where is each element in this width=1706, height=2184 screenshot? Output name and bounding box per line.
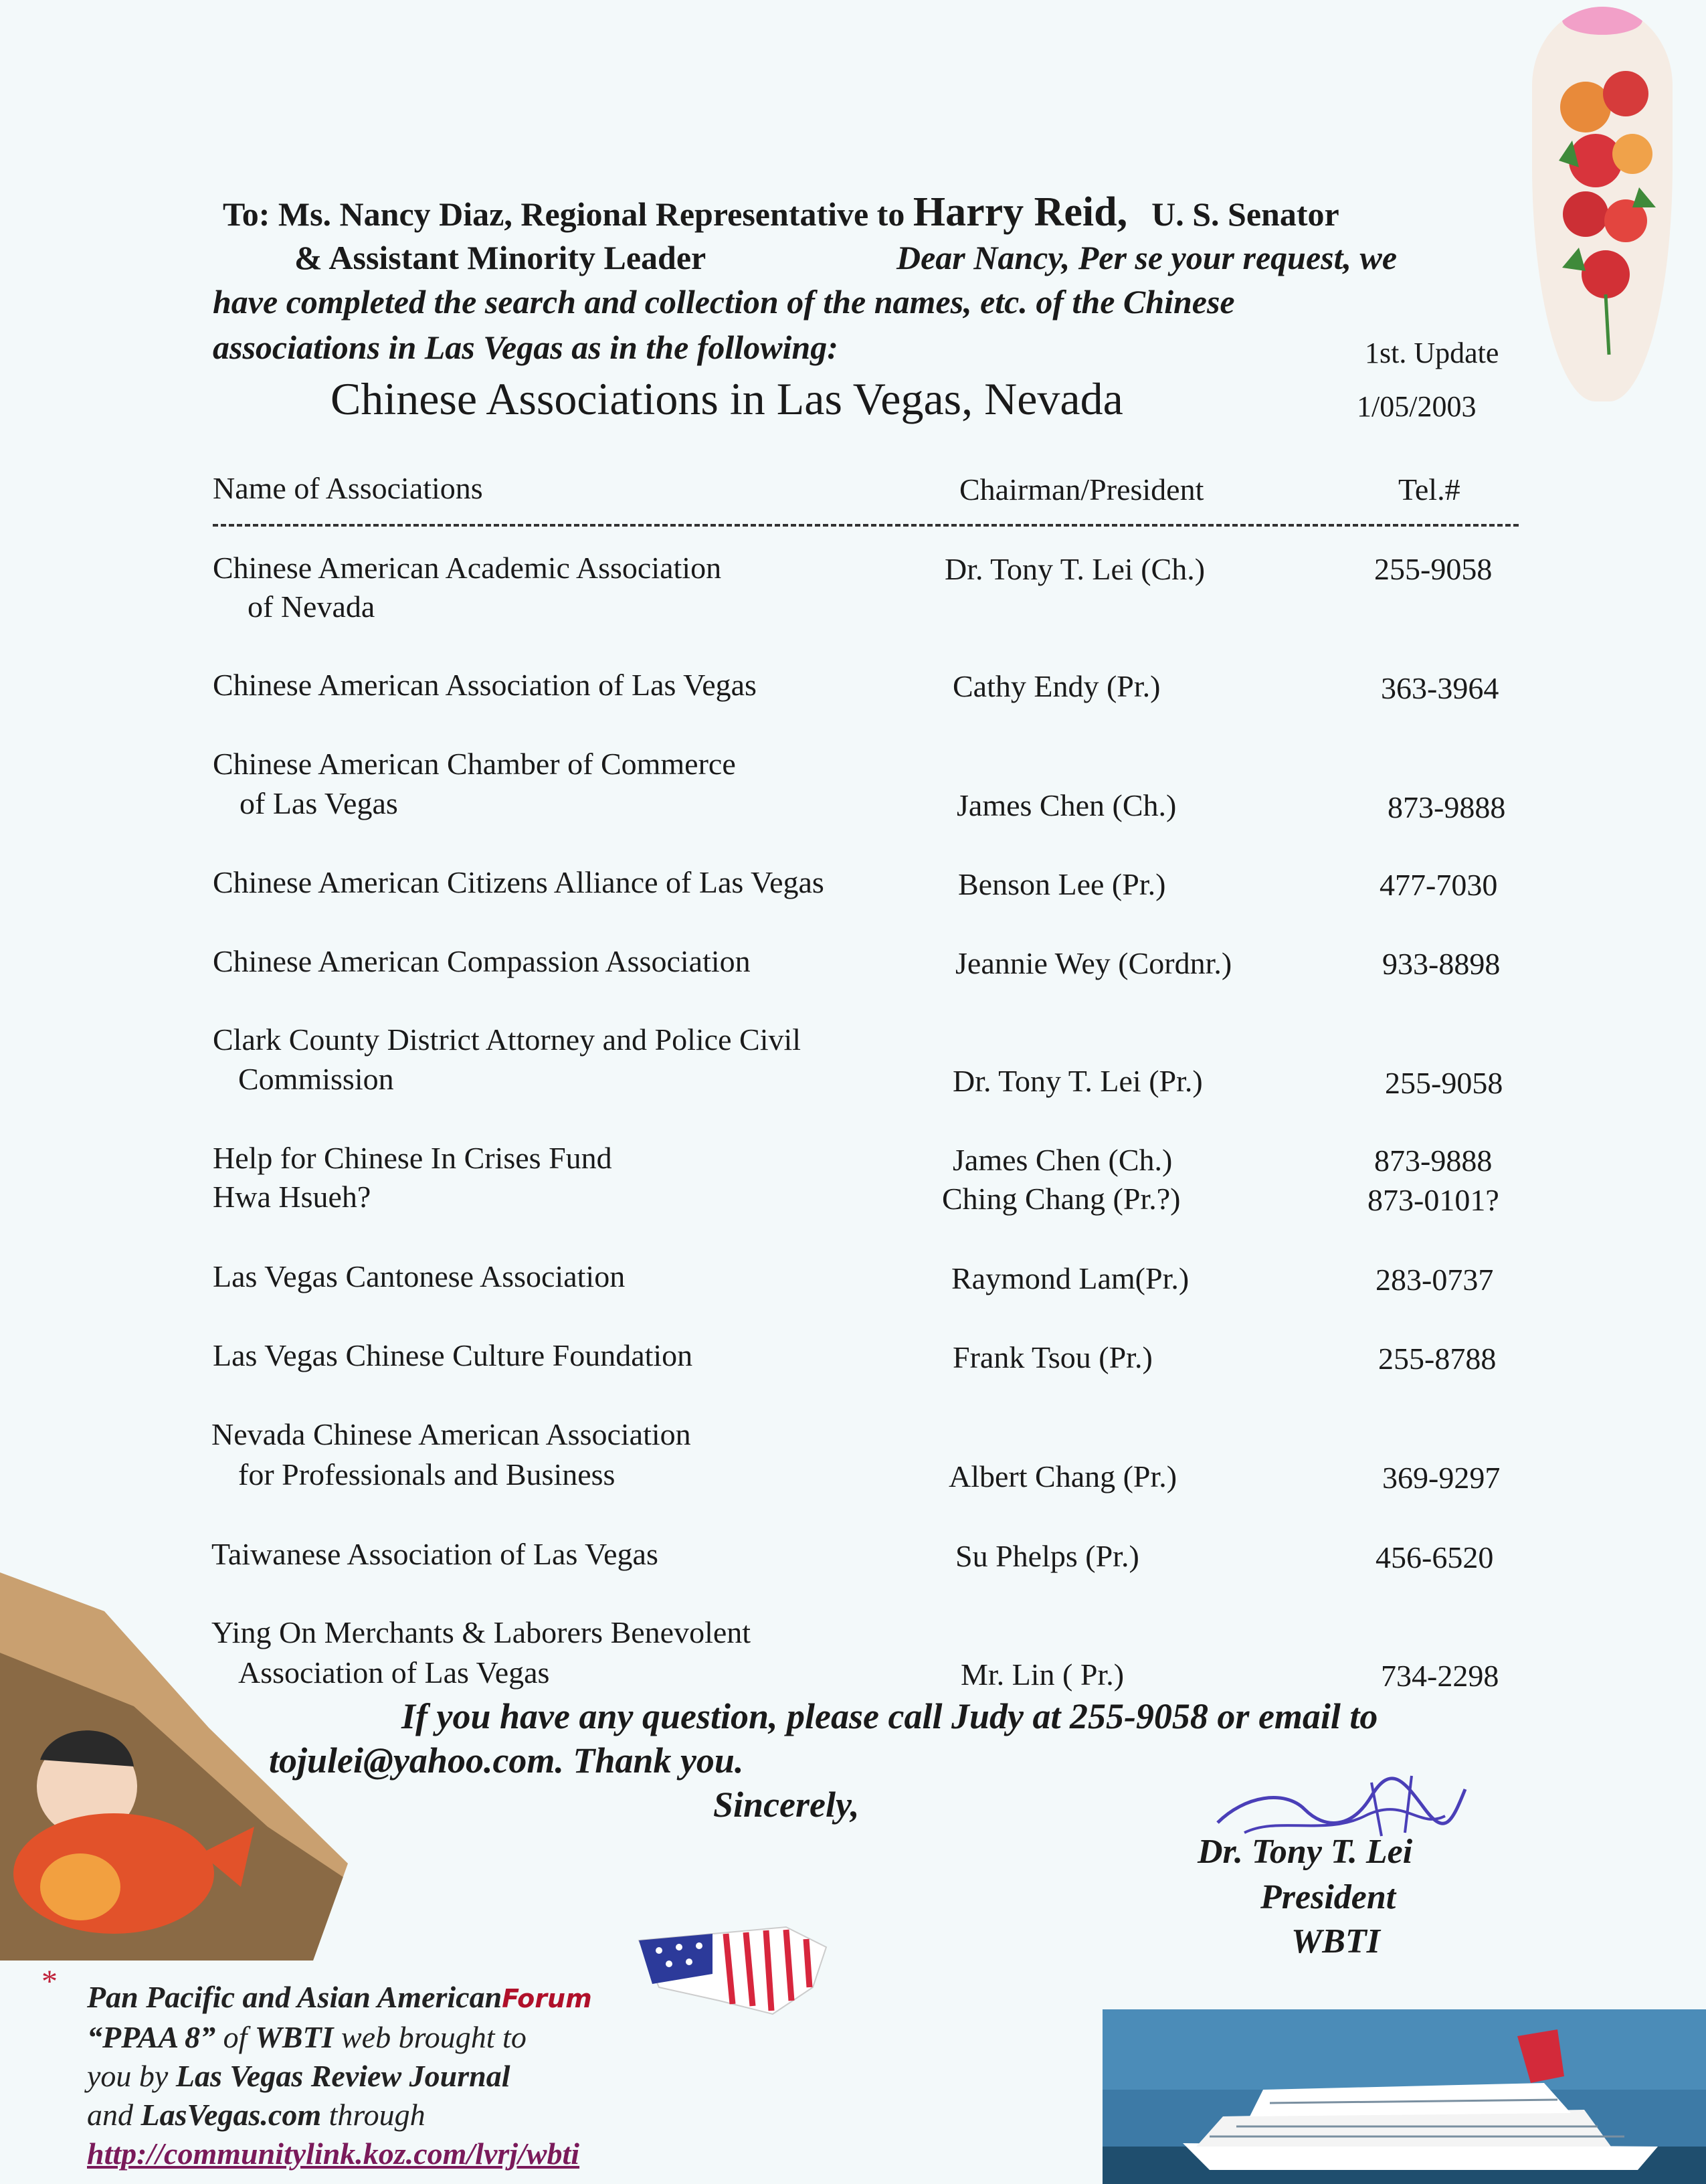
- chairman: Su Phelps (Pr.): [955, 1539, 1139, 1573]
- column-header-chairman: Chairman/President: [959, 472, 1204, 507]
- association-name: Help for Chinese In Crises Fund: [213, 1141, 612, 1175]
- forum-ppaa: “PPAA 8”: [87, 2020, 216, 2054]
- forum-line-1: [87, 1978, 592, 2018]
- greeting: Dear Nancy, Per se your request, we: [896, 239, 1398, 276]
- document-title: Chinese Associations in Las Vegas, Nevada: [330, 373, 1123, 424]
- forum-word: Forum: [502, 1984, 592, 2013]
- document-date: 1/05/2003: [1357, 390, 1477, 423]
- recipient-line: [223, 189, 1339, 236]
- forum-note: [87, 1978, 592, 2173]
- us-flag-map-image: [632, 1920, 840, 2021]
- forum-and: and: [87, 2098, 141, 2132]
- signatory-name: Dr. Tony T. Lei: [1198, 1833, 1413, 1871]
- association-name-cont: of Las Vegas: [240, 786, 398, 820]
- chairman: Dr. Tony T. Lei (Pr.): [953, 1064, 1203, 1098]
- association-name-cont: Commission: [238, 1062, 394, 1096]
- association-name: Chinese American Chamber of Commerce: [213, 747, 736, 781]
- chairman: Raymond Lam(Pr.): [951, 1261, 1190, 1295]
- tel: 363-3964: [1381, 671, 1499, 705]
- chairman: Albert Chang (Pr.): [949, 1459, 1177, 1493]
- forum-line-2: [87, 2018, 592, 2057]
- tel: 873-0101?: [1367, 1183, 1499, 1217]
- chairman: Cathy Endy (Pr.): [953, 669, 1161, 703]
- chairman: Mr. Lin ( Pr.): [961, 1657, 1125, 1692]
- update-label: 1st. Update: [1365, 337, 1499, 369]
- association-name: Taiwanese Association of Las Vegas: [211, 1537, 658, 1571]
- forum-of: of: [215, 2020, 255, 2054]
- chairman: Dr. Tony T. Lei (Ch.): [945, 552, 1206, 586]
- association-name: Ying On Merchants & Laborers Benevolent: [211, 1615, 751, 1649]
- forum-through: through: [321, 2098, 425, 2132]
- tel: 255-9058: [1385, 1066, 1503, 1100]
- forum-link[interactable]: http://communitylink.koz.com/lvrj/wbti: [87, 2136, 580, 2171]
- header-divider: [213, 524, 1519, 527]
- rose-bouquet-image: [1532, 7, 1673, 401]
- association-name: Las Vegas Chinese Culture Foundation: [213, 1338, 693, 1372]
- chairman: Benson Lee (Pr.): [958, 867, 1166, 901]
- association-name: Clark County District Attorney and Police Civil: [213, 1022, 801, 1057]
- tel: 477-7030: [1380, 868, 1498, 902]
- star-mark-icon: *: [41, 1964, 58, 1999]
- column-header-name: Name of Associations: [213, 471, 483, 505]
- recipient-title: & Assistant Minority Leader: [294, 239, 706, 276]
- tel: 933-8898: [1382, 947, 1501, 981]
- tel: 873-9888: [1388, 790, 1506, 824]
- tel: 873-9888: [1374, 1144, 1493, 1178]
- association-name: Chinese American Citizens Alliance of Las Vegas: [213, 865, 824, 899]
- association-name: Chinese American Association of Las Vegas: [213, 668, 757, 702]
- forum-line-1-main: Pan Pacific and Asian American: [87, 1980, 502, 2014]
- signatory-title: President: [1260, 1878, 1396, 1916]
- to-prefix: To: Ms. Nancy Diaz, Regional Representative to: [223, 195, 913, 233]
- association-name: Nevada Chinese American Association: [211, 1417, 691, 1451]
- chairman: Frank Tsou (Pr.): [953, 1340, 1153, 1374]
- association-name: Las Vegas Cantonese Association: [213, 1259, 626, 1293]
- forum-wbti: WBTI: [254, 2020, 334, 2054]
- association-name: Chinese American Compassion Association: [213, 944, 751, 978]
- intro-line-1: have completed the search and collection of the names, etc. of the Chinese: [213, 283, 1235, 321]
- intro-line-2: associations in Las Vegas as in the following:: [213, 329, 838, 366]
- column-header-tel: Tel.#: [1398, 472, 1460, 507]
- tel: 734-2298: [1381, 1659, 1499, 1693]
- tel: 255-8788: [1378, 1342, 1497, 1376]
- chairman: Ching Chang (Pr.?): [942, 1182, 1181, 1216]
- chairman: James Chen (Ch.): [957, 788, 1177, 822]
- cruise-ship-image: [1103, 2009, 1706, 2184]
- senator-name: Harry Reid,: [913, 189, 1128, 235]
- tel: 456-6520: [1376, 1540, 1494, 1574]
- senator-title: U. S. Senator: [1151, 195, 1339, 233]
- chairman: Jeannie Wey (Cordnr.): [955, 946, 1232, 980]
- forum-you-by: you by: [87, 2059, 176, 2093]
- tel: 255-9058: [1374, 552, 1493, 586]
- contact-line-2: tojulei@yahoo.com. Thank you.: [269, 1740, 744, 1781]
- association-name-cont: Association of Las Vegas: [238, 1655, 550, 1690]
- chairman: James Chen (Ch.): [953, 1143, 1173, 1177]
- signatory-org: WBTI: [1291, 1922, 1380, 1961]
- tel: 369-9297: [1382, 1461, 1501, 1495]
- association-name: Hwa Hsueh?: [213, 1180, 371, 1214]
- forum-lvrj: Las Vegas Review Journal: [175, 2059, 510, 2093]
- tel: 283-0737: [1376, 1263, 1494, 1297]
- forum-line-4: [87, 2096, 592, 2134]
- forum-line-3: [87, 2057, 592, 2096]
- forum-lasvegas: LasVegas.com: [140, 2098, 322, 2132]
- sincerely: Sincerely,: [713, 1785, 860, 1825]
- association-name-cont: of Nevada: [248, 589, 375, 624]
- association-name-cont: for Professionals and Business: [238, 1457, 615, 1491]
- contact-line-1: If you have any question, please call Judy at 255-9058 or email to: [401, 1696, 1378, 1736]
- forum-brought: web brought to: [333, 2020, 527, 2054]
- association-name: Chinese American Academic Association: [213, 551, 722, 585]
